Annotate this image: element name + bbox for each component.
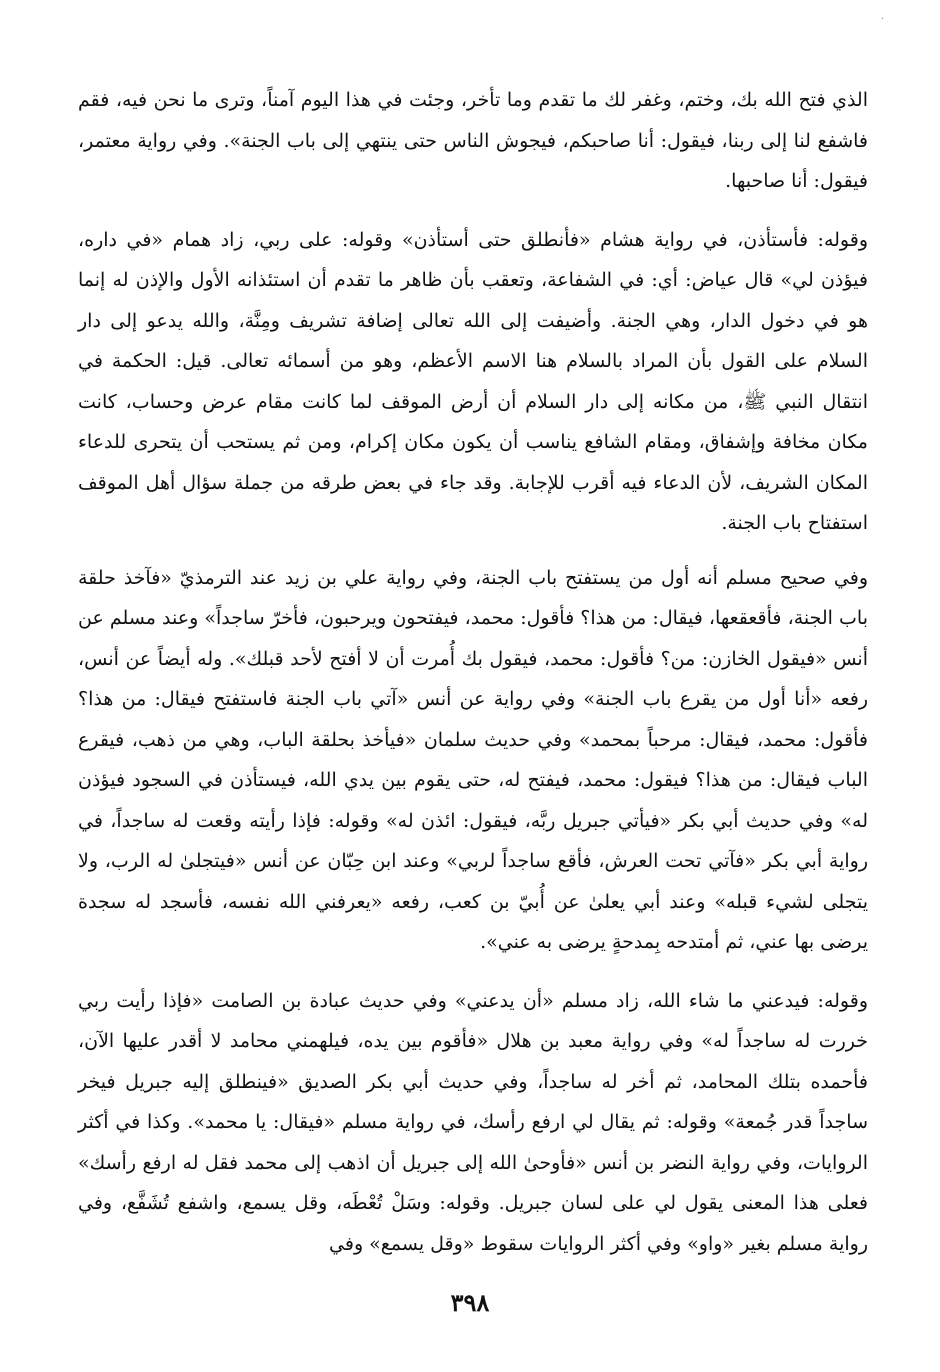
page-body	[78, 80, 868, 1264]
paragraph-3: وفي صحيح مسلم أنه أول من يستفتح باب الجنة، وفي رواية علي بن زيد عند الترمذيّ «فآخذ حلقة باب الجنة، فأقعقعها، فيقال: من هذا؟ فأقول: محمد، فيفتحون ويرحبون، فأخرّ ساجداً» وعند مسلم عن أنس «فيقول الخازن: من؟ فأقول: محمد، فيقول بك أُمرت أن لا أفتح لأحد قبلك». وله أيضاً عن أنس، رفعه «أنا أول من يقرع باب الجنة» وفي رواية عن أنس «آتي باب الجنة فاستفتح فيقال: من هذا؟ فأقول: محمد، فيقال: مرحباً بمحمد» وفي حديث سلمان «فيأخذ بحلقة الباب، وهي من ذهب، فيقرع الباب فيقال: من هذا؟ فيقول: محمد، فيفتح له، حتى يقوم بين يدي الله، فيستأذن في السجود فيؤذن له» وفي حديث أبي بكر «فيأتي جبريل ربَّه، فيقول: ائذن له» وقوله: فإذا رأيته وقعت له ساجداً، في رواية أبي بكر «فآتي تحت العرش، فأقع ساجداً لربي» وعند ابن حِبّان عن أنس «فيتجلىٰ له الرب، ولا يتجلى لشيء قبله» وعند أبي يعلىٰ عن أُبيّ بن كعب، رفعه «يعرفني الله نفسه، فأسجد له سجدة يرضى بها عني، ثم أمتدحه بِمدحةٍ يرضى به عني».	[78, 566, 868, 953]
corner-mark: ·	[880, 14, 884, 25]
paragraph-2: وقوله: فأستأذن، في رواية هشام «فأنطلق حتى أستأذن» وقوله: على ربي، زاد همام «في داره، فيؤذن لي» قال عياض: أي: في الشفاعة، وتعقب بأن ظاهر ما تقدم أن استئذانه الأول والإذن له إنما هو في دخول الدار، وهي الجنة. وأضيفت إلى الله تعالى إضافة تشريف ومِنَّة، والله يدعو إلى دار السلام على القول بأن المراد بالسلام هنا الاسم الأعظم، وهو من أسمائه تعالى. قيل: الحكمة في انتقال النبي ﷺ، من مكانه إلى دار السلام أن أرض الموقف لما كانت مقام عرض وحساب، كانت مكان مخافة وإشفاق، ومقام الشافع يناسب أن يكون مكان إكرام، ومن ثم يستحب أن يتحرى للدعاء المكان الشريف، لأن الدعاء فيه أقرب للإجابة. وقد جاء في بعض طرقه من جملة سؤال أهل الموقف استفتاح باب الجنة.	[78, 228, 868, 534]
paragraph-1: الذي فتح الله بك، وختم، وغفر لك ما تقدم وما تأخر، وجئت في هذا اليوم آمناً، وترى ما نحن فيه، فقم فاشفع لنا إلى ربنا، فيقول: أنا صاحبكم، فيجوش الناس حتى ينتهي إلى باب الجنة». وفي رواية معتمر، فيقول: أنا صاحبها.	[78, 89, 868, 192]
page-number: ٣٩٨	[450, 1288, 490, 1317]
paragraph-4: وقوله: فيدعني ما شاء الله، زاد مسلم «أن يدعني» وفي حديث عبادة بن الصامت «فإذا رأيت ربي خررت له ساجداً له» وفي رواية معبد بن هلال «فأقوم بين يده، فيلهمني محامد لا أقدر عليها الآن، فأحمده بتلك المحامد، ثم أخر له ساجداً، وفي حديث أبي بكر الصديق «فينطلق إليه جبريل فيخر ساجداً قدر جُمعة» وقوله: ثم يقال لي ارفع رأسك، في رواية مسلم «فيقال: يا محمد». وكذا في أكثر الروايات، وفي رواية النضر بن أنس «فأوحىٰ الله إلى جبريل أن اذهب إلى محمد فقل له ارفع رأسك» فعلى هذا المعنى يقول لي على لسان جبريل. وقوله: وسَلْ تُعْطَه، وقل يسمع، واشفع تُشَفَّع، وفي رواية مسلم بغير «واو» وفي أكثر الروايات سقوط «وقل يسمع» وفي	[78, 989, 868, 1255]
